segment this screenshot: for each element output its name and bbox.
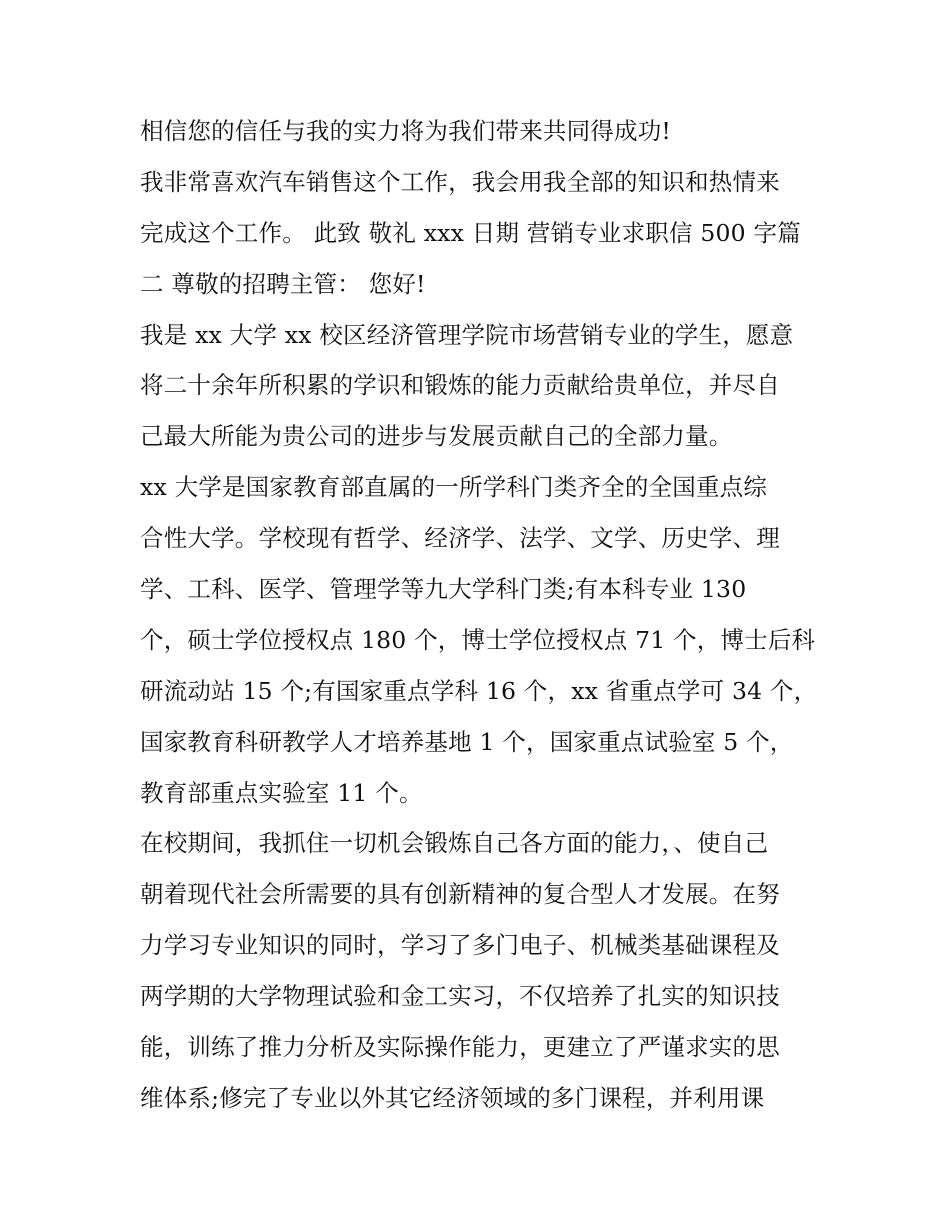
text-line: 学、工科、医学、管理学等九大学科门类;有本科专业 130 (140, 575, 747, 604)
text-line: 两学期的大学物理试验和金工实习，不仅培养了扎实的知识技 (140, 982, 780, 1011)
text-line: 教育部重点实验室 11 个。 (140, 778, 423, 807)
text-line: 二 尊敬的招聘主管： 您好! (140, 269, 426, 298)
text-line: 我是 xx 大学 xx 校区经济管理学院市场营销专业的学生，愿意 (140, 320, 794, 349)
text-line: 能，训练了推力分析及实际操作能力，更建立了严谨求实的思 (140, 1033, 780, 1062)
text-line: 己最大所能为贵公司的进步与发展贡献自己的全部力量。 (140, 422, 733, 451)
text-line: 合性大学。学校现有哲学、经济学、法学、文学、历史学、理 (140, 524, 780, 553)
text-line: 完成这个工作。 此致 敬礼 xxx 日期 营销专业求职信 500 字篇 (140, 218, 801, 247)
text-line: 将二十余年所积累的学识和锻炼的能力贡献给贵单位，并尽自 (140, 371, 780, 400)
text-line: 研流动站 15 个;有国家重点学科 16 个，xx 省重点学可 34 个， (140, 676, 818, 705)
text-line: 国家教育科研教学人才培养基地 1 个，国家重点试验室 5 个， (140, 727, 794, 756)
text-line: xx 大学是国家教育部直属的一所学科门类齐全的全国重点综 (140, 473, 768, 502)
text-line: 朝着现代社会所需要的具有创新精神的复合型人才发展。在努 (140, 880, 780, 909)
text-line: 个，硕士学位授权点 180 个，博士学位授权点 71 个，博士后科 (140, 625, 816, 654)
text-line: 相信您的信任与我的实力将为我们带来共同得成功! (140, 117, 672, 145)
letter-body-text (140, 106, 830, 1124)
text-line: 维体系;修完了专业以外其它经济领域的多门课程，并利用课 (140, 1083, 765, 1112)
text-line: 在校期间，我抓住一切机会锻炼自己各方面的能力，、使自己 (140, 829, 769, 858)
text-line: 我非常喜欢汽车销售这个工作，我会用我全部的知识和热情来 (140, 167, 780, 196)
text-line: 力学习专业知识的同时，学习了多门电子、机械类基础课程及 (140, 931, 780, 960)
